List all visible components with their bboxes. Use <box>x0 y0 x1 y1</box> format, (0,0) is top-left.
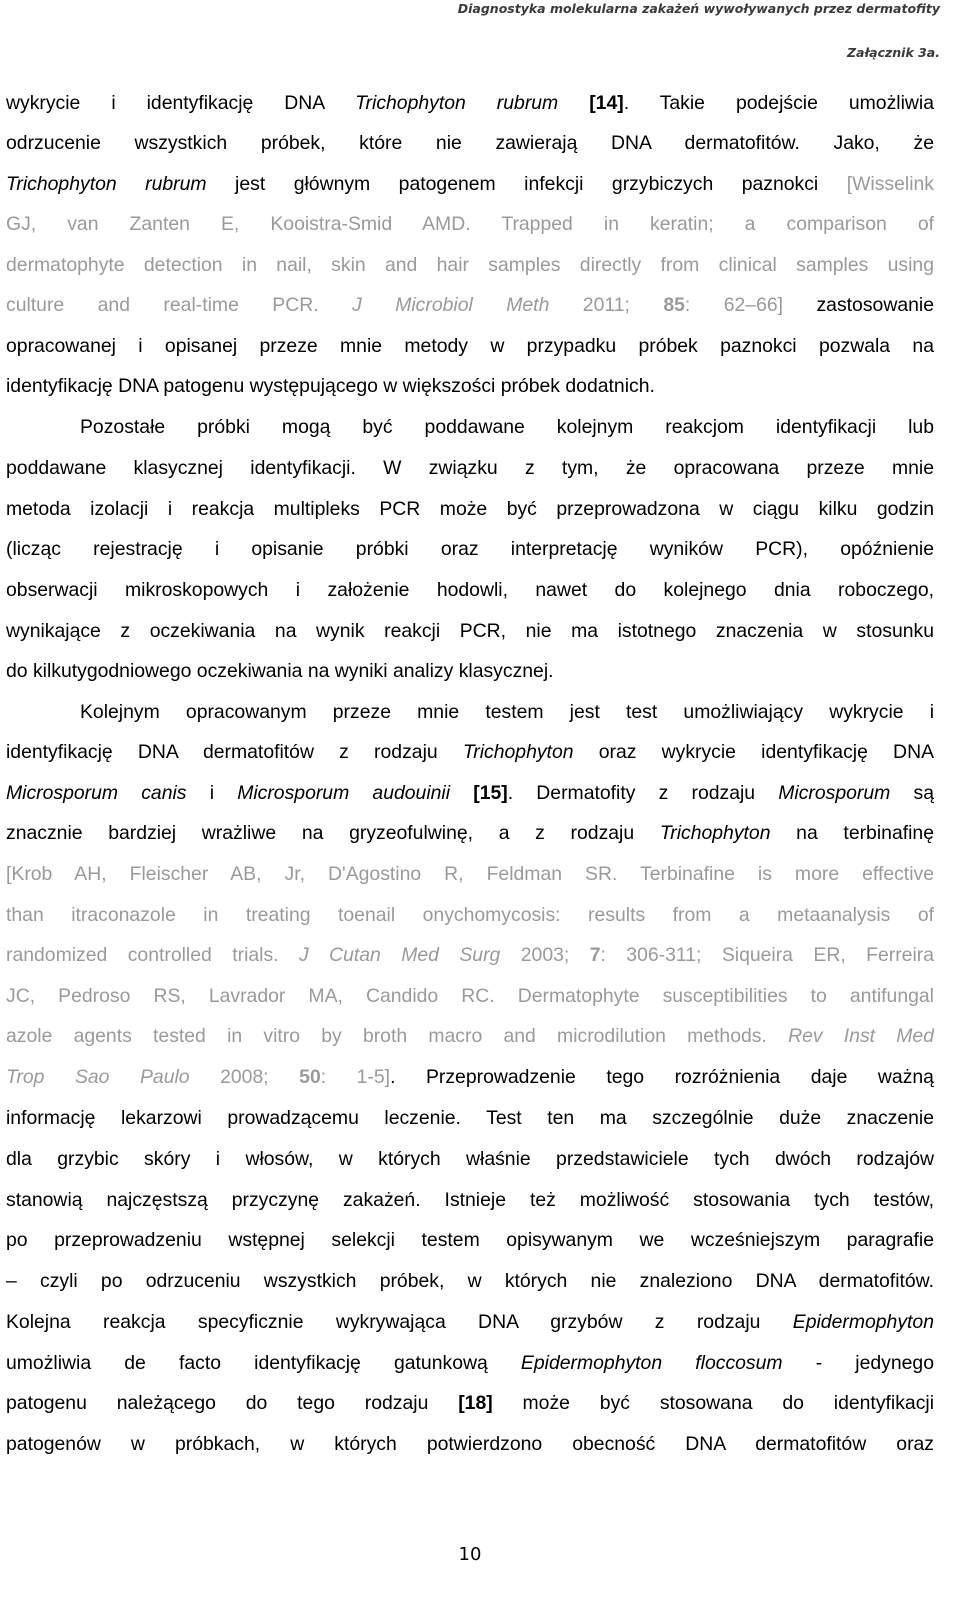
text-line <box>6 578 934 602</box>
citation-text: : 306-311; Siqueira ER, Ferreira <box>600 944 934 966</box>
text-line <box>6 212 934 236</box>
text-line <box>6 1188 934 1212</box>
citation-text: Rev Inst Med <box>788 1025 934 1047</box>
citation-text: J Cutan Med Surg <box>298 944 501 966</box>
body-segment: [18] <box>458 1392 493 1414</box>
citation-text: 7 <box>589 944 601 966</box>
text-line <box>6 537 934 561</box>
text-line <box>6 374 934 398</box>
text-line <box>6 253 934 277</box>
citation-text: GJ, van Zanten E, Kooistra-Smid AMD. Trapped in keratin; a comparison of <box>6 213 934 235</box>
text-line <box>6 1269 934 1293</box>
text-line <box>6 1228 934 1252</box>
body-segment: Trichophyton <box>462 741 574 763</box>
citation-text: culture and real-time PCR. <box>6 294 353 316</box>
text-line <box>80 700 934 724</box>
body-segment <box>558 92 589 114</box>
body-segment: i <box>186 782 238 804</box>
body-segment: są <box>890 782 934 804</box>
text-line <box>6 172 934 196</box>
body-segment: jest głównym patogenem infekcji grzybiczych paznokci <box>206 173 847 195</box>
body-segment: Epidermophyton <box>792 1311 934 1333</box>
citation-text: : 62–66] <box>684 294 784 316</box>
body-segment: Trichophyton rubrum <box>355 92 559 114</box>
text-line <box>6 334 934 358</box>
body-segment: - jedynego <box>782 1352 934 1374</box>
citation-text: 2008; <box>189 1066 300 1088</box>
text-line <box>6 619 934 643</box>
body-segment: Microsporum audouinii <box>237 782 451 804</box>
citation-text: JC, Pedroso RS, Lavrador MA, Candido RC. Dermatophyte susceptibilities to antifungal <box>6 985 934 1007</box>
body-segment: obserwacji mikroskopowych i założenie hodowli, nawet do kolejnego dnia roboczego, <box>6 579 934 601</box>
body-segment: Microsporum canis <box>6 782 187 804</box>
body-segment: oraz wykrycie identyfikację DNA <box>573 741 934 763</box>
text-line <box>6 821 934 845</box>
body-segment: Pozostałe próbki mogą być poddawane kolejnym reakcjom identyfikacji lub <box>80 416 934 438</box>
text-line <box>6 862 934 886</box>
body-segment: . Dermatofity z rodzaju <box>507 782 779 804</box>
body-segment: Epidermophyton floccosum <box>520 1352 783 1374</box>
running-header-title: Diagnostyka molekularna zakażeń wywoływanych przez dermatofity <box>457 1 940 16</box>
body-segment: identyfikację DNA patogenu występującego w większości próbek dodatnich. <box>6 375 655 397</box>
body-segment: informację lekarzowi prowadzącemu leczenie. Test ten ma szczególnie duże znaczenie <box>6 1107 934 1129</box>
text-line <box>6 131 934 155</box>
body-segment: do kilkutygodniowego oczekiwania na wyniki analizy klasycznej. <box>6 660 554 682</box>
citation-text: randomized controlled trials. <box>6 944 299 966</box>
text-line <box>6 903 934 927</box>
body-segment: – czyli po odrzuceniu wszystkich próbek, w których nie znaleziono DNA dermatofitów. <box>6 1270 934 1292</box>
citation-text: [Wisselink <box>846 173 934 195</box>
body-segment: wykrycie i identyfikację DNA <box>6 92 356 114</box>
text-line <box>80 415 934 439</box>
body-segment: (licząc rejestrację i opisanie próbki oraz interpretację wyników PCR), opóźnienie <box>6 538 934 560</box>
body-segment: dla grzybic skóry i włosów, w których właśnie przedstawiciele tych dwóch rodzajów <box>6 1148 934 1170</box>
body-segment: metoda izolacji i reakcja multipleks PCR może być przeprowadzona w ciągu kilku godzin <box>6 498 934 520</box>
body-segment <box>450 782 473 804</box>
body-segment: patogenów w próbkach, w których potwierdzono obecność DNA dermatofitów oraz <box>6 1433 934 1455</box>
body-segment: wynikające z oczekiwania na wynik reakcji PCR, nie ma istotnego znaczenia w stosunku <box>6 620 934 642</box>
body-segment: znacznie bardziej wrażliwe na gryzeofulwinę, a z rodzaju <box>6 822 660 844</box>
body-segment: Trichophyton <box>659 822 771 844</box>
citation-text: azole agents tested in vitro by broth macro and microdilution methods. <box>6 1025 789 1047</box>
body-segment: na terbinafinę <box>770 822 934 844</box>
body-segment: opracowanej i opisanej przeze mnie metody w przypadku próbek paznokci pozwala na <box>6 335 934 357</box>
text-line <box>6 781 934 805</box>
body-segment: . Przeprowadzenie tego rozróżnienia daje ważną <box>390 1066 934 1088</box>
text-line <box>6 1065 934 1089</box>
text-line <box>6 456 934 480</box>
citation-text: 85 <box>663 294 685 316</box>
text-line <box>6 1351 934 1375</box>
body-segment: identyfikację DNA dermatofitów z rodzaju <box>6 741 463 763</box>
text-line <box>6 740 934 764</box>
text-line <box>6 1147 934 1171</box>
body-segment: stanowią najczęstszą przyczynę zakażeń. Istnieje też możliwość stosowania tych testów, <box>6 1189 934 1211</box>
text-line <box>6 1432 934 1456</box>
text-line <box>6 1106 934 1130</box>
body-segment: po przeprowadzeniu wstępnej selekcji testem opisywanym we wcześniejszym paragrafie <box>6 1229 934 1251</box>
body-segment: . Takie podejście umożliwia <box>623 92 934 114</box>
citation-text: 2003; <box>500 944 590 966</box>
citation-text: [Krob AH, Fleischer AB, Jr, D'Agostino R, Feldman SR. Terbinafine is more effective <box>6 863 934 885</box>
text-line <box>6 293 934 317</box>
body-segment: Kolejnym opracowanym przeze mnie testem jest test umożliwiający wykrycie i <box>80 701 934 723</box>
text-line <box>6 91 934 115</box>
body-segment: Trichophyton rubrum <box>6 173 207 195</box>
body-segment: poddawane klasycznej identyfikacji. W związku z tym, że opracowana przeze mnie <box>6 457 934 479</box>
text-line <box>6 984 934 1008</box>
text-line <box>6 1310 934 1334</box>
text-line <box>6 943 934 967</box>
body-segment: umożliwia de facto identyfikację gatunkową <box>6 1352 521 1374</box>
text-line <box>6 1024 934 1048</box>
body-segment: patogenu należącego do tego rodzaju <box>6 1392 459 1414</box>
citation-text: : 1-5] <box>320 1066 391 1088</box>
body-segment: Kolejna reakcja specyficznie wykrywająca DNA grzybów z rodzaju <box>6 1311 793 1333</box>
citation-text: than itraconazole in treating toenail onychomycosis: results from a metaanalysis of <box>6 904 934 926</box>
text-line <box>6 497 934 521</box>
citation-text: 2011; <box>549 294 664 316</box>
body-segment: Microsporum <box>778 782 891 804</box>
citation-text: Trop Sao Paulo <box>6 1066 190 1088</box>
citation-text: dermatophyte detection in nail, skin and hair samples directly from clinical samples using <box>6 254 934 276</box>
attachment-label: Załącznik 3a. <box>846 45 940 60</box>
text-line <box>6 1391 934 1415</box>
citation-text: 50 <box>299 1066 321 1088</box>
body-segment: może być stosowana do identyfikacji <box>492 1392 934 1414</box>
page-number: 10 <box>458 1544 482 1565</box>
body-segment: [15] <box>473 782 508 804</box>
text-line <box>6 659 934 683</box>
body-segment: zastosowanie <box>783 294 934 316</box>
body-segment: odrzucenie wszystkich próbek, które nie zawierają DNA dermatofitów. Jako, że <box>6 132 934 154</box>
citation-text: J Microbiol Meth <box>352 294 550 316</box>
body-segment: [14] <box>589 92 624 114</box>
